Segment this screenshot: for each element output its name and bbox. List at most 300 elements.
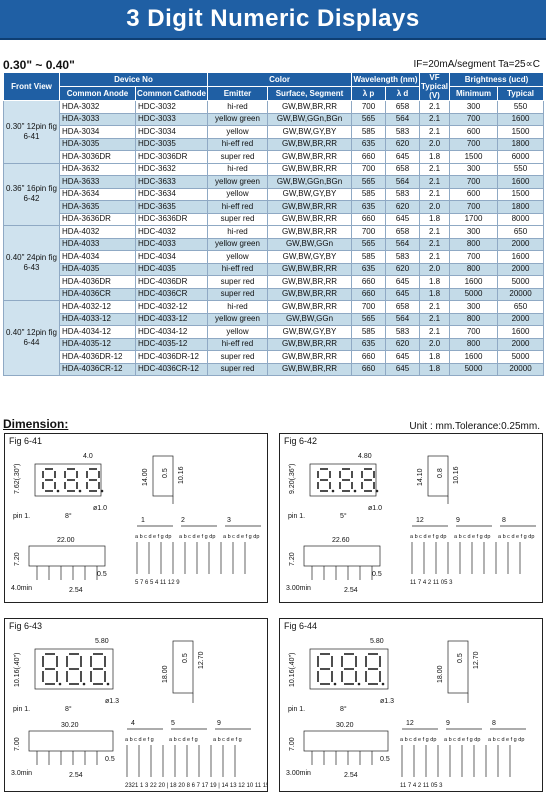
spec-table-body bbox=[4, 101, 544, 376]
table-cell: 2.0 bbox=[420, 201, 450, 214]
table-cell: 2.1 bbox=[420, 226, 450, 239]
decimal-point bbox=[334, 683, 337, 686]
table-cell: GW,BW,BR,RR bbox=[268, 363, 352, 376]
table-cell: 5000 bbox=[498, 276, 544, 289]
table-cell: 2.1 bbox=[420, 301, 450, 314]
table-cell: 635 bbox=[352, 201, 386, 214]
table-cell: 564 bbox=[386, 176, 420, 189]
table-cell: HDA-4033-12 bbox=[60, 313, 136, 326]
table-cell: 645 bbox=[386, 351, 420, 364]
decimal-point bbox=[83, 683, 86, 686]
table-cell: 658 bbox=[386, 226, 420, 239]
dimension-label: 1 bbox=[141, 517, 145, 524]
table-cell: 300 bbox=[450, 301, 498, 314]
dimension-label: 30.20 bbox=[336, 722, 354, 729]
segment-labels: a b c d e f g dp bbox=[410, 534, 447, 540]
page-title: 3 Digit Numeric Displays bbox=[126, 5, 420, 32]
figure-panel-0 bbox=[4, 433, 268, 603]
table-cell: hi-eff red bbox=[208, 338, 268, 351]
table-cell: yellow green bbox=[208, 113, 268, 126]
figure-label: Fig 6-44 bbox=[284, 621, 318, 631]
table-cell: 700 bbox=[450, 138, 498, 151]
table-cell: HDC-4036DR bbox=[136, 276, 208, 289]
table-cell: 1600 bbox=[498, 251, 544, 264]
table-cell: 1800 bbox=[498, 201, 544, 214]
table-row bbox=[4, 163, 544, 176]
dimension-label: 7.00 bbox=[289, 737, 296, 751]
header-color: Color bbox=[208, 73, 352, 87]
front-view-cell: 0.36" 16pin fig 6-42 bbox=[4, 163, 60, 226]
table-cell: 800 bbox=[450, 263, 498, 276]
dimension-label: 8° bbox=[65, 706, 72, 713]
table-cell: 20000 bbox=[498, 288, 544, 301]
table-cell: HDA-3033 bbox=[60, 113, 136, 126]
front-view-cell: 0.30" 12pin fig 6-41 bbox=[4, 101, 60, 164]
header-common-cathode: Common Cathode bbox=[136, 87, 208, 101]
table-cell: 564 bbox=[386, 238, 420, 251]
segment-labels: a b c d e f g dp bbox=[488, 737, 525, 743]
table-cell: 1.8 bbox=[420, 363, 450, 376]
table-cell: 1.8 bbox=[420, 151, 450, 164]
table-cell: HDC-3032 bbox=[136, 101, 208, 114]
dimension-label: 12.70 bbox=[198, 651, 205, 669]
table-cell: super red bbox=[208, 213, 268, 226]
segment-labels: a b c d e f g dp bbox=[444, 737, 481, 743]
dimension-label: 0.8 bbox=[437, 468, 444, 478]
side-view-body bbox=[173, 641, 193, 693]
dimension-label: 7.00 bbox=[14, 737, 21, 751]
table-cell: 620 bbox=[386, 338, 420, 351]
table-cell: hi-red bbox=[208, 301, 268, 314]
table-cell: 660 bbox=[352, 213, 386, 226]
table-cell: 565 bbox=[352, 238, 386, 251]
table-cell: hi-eff red bbox=[208, 263, 268, 276]
table-cell: 1.8 bbox=[420, 213, 450, 226]
table-cell: 1500 bbox=[498, 126, 544, 139]
table-cell: HDC-3033 bbox=[136, 113, 208, 126]
table-row bbox=[4, 126, 544, 139]
table-cell: 2000 bbox=[498, 238, 544, 251]
table-cell: HDC-4036DR-12 bbox=[136, 351, 208, 364]
table-cell: 300 bbox=[450, 101, 498, 114]
dimension-label: 2 bbox=[181, 517, 185, 524]
segment-labels: a b c d e f g dp bbox=[400, 737, 437, 743]
table-cell: 583 bbox=[386, 126, 420, 139]
dimension-label: 7.20 bbox=[289, 552, 296, 566]
pin-numbers: 11 7 4 2 11 05 3 bbox=[410, 580, 453, 586]
spec-table bbox=[3, 72, 544, 376]
table-cell: 5000 bbox=[498, 351, 544, 364]
table-cell: 2.1 bbox=[420, 251, 450, 264]
table-cell: yellow bbox=[208, 326, 268, 339]
pin-numbers: 2321 1 3 22 20 | 18 20 8 6 7 17 19 | 14 13 12 10 11 15 16 bbox=[125, 783, 267, 789]
table-cell: HDC-4036CR bbox=[136, 288, 208, 301]
table-cell: 700 bbox=[450, 326, 498, 339]
table-cell: 565 bbox=[352, 113, 386, 126]
table-cell: HDA-3632 bbox=[60, 163, 136, 176]
table-cell: 2.1 bbox=[420, 326, 450, 339]
segment-labels: a b c d e f g bbox=[125, 737, 154, 743]
dimension-label: 2.54 bbox=[344, 772, 358, 779]
dimension-drawing bbox=[280, 619, 542, 791]
dimension-label: 0.5 bbox=[457, 653, 464, 663]
table-cell: 564 bbox=[386, 313, 420, 326]
table-cell: HDA-4034-12 bbox=[60, 326, 136, 339]
dimension-title: Dimension: bbox=[3, 417, 69, 431]
figure-label: Fig 6-42 bbox=[284, 436, 318, 446]
dimension-label: 22.00 bbox=[57, 537, 75, 544]
table-cell: 700 bbox=[352, 101, 386, 114]
decimal-point bbox=[107, 683, 110, 686]
table-cell: 583 bbox=[386, 188, 420, 201]
dimension-label: 4.80 bbox=[358, 453, 372, 460]
table-cell: GW,BW,BR,RR bbox=[268, 138, 352, 151]
table-cell: 5000 bbox=[450, 288, 498, 301]
table-cell: 2.1 bbox=[420, 313, 450, 326]
dimension-label: 3 bbox=[227, 517, 231, 524]
table-cell: 2.0 bbox=[420, 338, 450, 351]
dimension-label: 9.20(.36") bbox=[289, 463, 296, 494]
dimension-label: ø1.0 bbox=[368, 505, 383, 512]
dimension-label: 9 bbox=[446, 720, 450, 727]
table-cell: 585 bbox=[352, 188, 386, 201]
decimal-point bbox=[358, 683, 361, 686]
table-row bbox=[4, 176, 544, 189]
table-cell: 1600 bbox=[498, 176, 544, 189]
segment-labels: a b c d e f g dp bbox=[179, 534, 216, 540]
table-cell: 645 bbox=[386, 363, 420, 376]
dimension-label: 2.54 bbox=[69, 587, 83, 594]
dimension-label: 3.00min bbox=[286, 585, 311, 592]
table-cell: 5000 bbox=[450, 363, 498, 376]
decimal-point bbox=[101, 490, 104, 493]
table-cell: HDC-4034-12 bbox=[136, 326, 208, 339]
table-cell: HDA-4034 bbox=[60, 251, 136, 264]
table-cell: 660 bbox=[352, 351, 386, 364]
table-cell: 650 bbox=[498, 226, 544, 239]
side-view-body bbox=[448, 641, 468, 693]
header-lambda-d: λ d bbox=[386, 87, 420, 101]
table-row bbox=[4, 188, 544, 201]
figure-label: Fig 6-41 bbox=[9, 436, 43, 446]
table-cell: GW,BW,BR,RR bbox=[268, 226, 352, 239]
dimension-label: 0.5 bbox=[182, 653, 189, 663]
decimal-point bbox=[354, 490, 357, 493]
table-cell: HDA-4036CR bbox=[60, 288, 136, 301]
header-surface: Surface, Segment bbox=[268, 87, 352, 101]
table-cell: HDA-4036CR-12 bbox=[60, 363, 136, 376]
table-cell: 2.1 bbox=[420, 176, 450, 189]
table-cell: 620 bbox=[386, 138, 420, 151]
table-cell: 2.1 bbox=[420, 163, 450, 176]
table-cell: HDA-3636DR bbox=[60, 213, 136, 226]
table-cell: 1700 bbox=[450, 213, 498, 226]
table-cell: hi-eff red bbox=[208, 138, 268, 151]
table-cell: 700 bbox=[352, 226, 386, 239]
table-cell: GW,BW,BR,RR bbox=[268, 338, 352, 351]
dimension-label: ø1.3 bbox=[380, 698, 395, 705]
table-row bbox=[4, 151, 544, 164]
table-cell: yellow bbox=[208, 188, 268, 201]
bottom-view-body bbox=[29, 731, 113, 751]
table-cell: 583 bbox=[386, 251, 420, 264]
table-cell: GW,BW,BR,RR bbox=[268, 276, 352, 289]
dimension-drawing bbox=[5, 619, 267, 791]
table-cell: 635 bbox=[352, 338, 386, 351]
segment-labels: a b c d e f g bbox=[213, 737, 242, 743]
table-cell: GW,BW,BR,RR bbox=[268, 263, 352, 276]
table-cell: 658 bbox=[386, 301, 420, 314]
dimension-label: 30.20 bbox=[61, 722, 79, 729]
table-cell: HDA-3635 bbox=[60, 201, 136, 214]
table-cell: 2000 bbox=[498, 263, 544, 276]
table-row bbox=[4, 238, 544, 251]
table-cell: 565 bbox=[352, 176, 386, 189]
table-cell: 565 bbox=[352, 313, 386, 326]
table-cell: HDA-4032 bbox=[60, 226, 136, 239]
header-wavelength: Wavelength (nm) bbox=[352, 73, 420, 87]
dimension-label: pin 1. bbox=[13, 513, 31, 520]
table-cell: 1500 bbox=[450, 151, 498, 164]
table-cell: HDC-3035 bbox=[136, 138, 208, 151]
table-row bbox=[4, 326, 544, 339]
table-cell: HDA-4036DR-12 bbox=[60, 351, 136, 364]
dimension-label: ø1.3 bbox=[105, 698, 120, 705]
decimal-point bbox=[79, 490, 82, 493]
table-cell: 550 bbox=[498, 163, 544, 176]
table-cell: 700 bbox=[450, 201, 498, 214]
dimension-label: 2.54 bbox=[344, 587, 358, 594]
table-row bbox=[4, 101, 544, 114]
table-cell: GW,BW,BR,RR bbox=[268, 301, 352, 314]
bottom-view-body bbox=[304, 731, 388, 751]
dimension-label: pin 1. bbox=[13, 706, 31, 713]
dimension-label: 10.16(.40") bbox=[14, 652, 21, 687]
table-cell: GW,BW,GY,BY bbox=[268, 188, 352, 201]
dimension-label: 8° bbox=[65, 513, 72, 520]
table-cell: HDA-3036DR bbox=[60, 151, 136, 164]
table-cell: 800 bbox=[450, 238, 498, 251]
table-row bbox=[4, 201, 544, 214]
bottom-view-body bbox=[29, 546, 105, 566]
dimension-label: 18.00 bbox=[162, 665, 169, 683]
table-row bbox=[4, 276, 544, 289]
dimension-label: 5.80 bbox=[95, 638, 109, 645]
test-conditions: IF=20mA/segment Ta=25∝C bbox=[413, 59, 540, 70]
dimension-label: 8° bbox=[340, 706, 347, 713]
table-cell: HDC-3632 bbox=[136, 163, 208, 176]
table-cell: 2000 bbox=[498, 313, 544, 326]
table-cell: hi-red bbox=[208, 226, 268, 239]
table-cell: GW,BW,BR,RR bbox=[268, 213, 352, 226]
header-emitter: Emitter bbox=[208, 87, 268, 101]
table-cell: 1.8 bbox=[420, 351, 450, 364]
table-row bbox=[4, 301, 544, 314]
table-cell: GW,BW,GY,BY bbox=[268, 251, 352, 264]
table-cell: GW,BW,BR,RR bbox=[268, 163, 352, 176]
table-cell: 564 bbox=[386, 113, 420, 126]
table-cell: 1600 bbox=[450, 351, 498, 364]
table-cell: 645 bbox=[386, 213, 420, 226]
table-cell: 800 bbox=[450, 338, 498, 351]
decimal-point bbox=[59, 683, 62, 686]
table-cell: GW,BW,BR,RR bbox=[268, 201, 352, 214]
table-cell: 635 bbox=[352, 263, 386, 276]
dimension-label: pin 1. bbox=[288, 513, 306, 520]
table-cell: HDC-4032 bbox=[136, 226, 208, 239]
table-cell: 645 bbox=[386, 276, 420, 289]
table-cell: 2.0 bbox=[420, 138, 450, 151]
dimension-label: 8 bbox=[502, 517, 506, 524]
table-cell: 1.8 bbox=[420, 276, 450, 289]
table-cell: 660 bbox=[352, 151, 386, 164]
dimension-label: 0.5 bbox=[105, 756, 115, 763]
table-cell: HDA-3034 bbox=[60, 126, 136, 139]
table-cell: 600 bbox=[450, 126, 498, 139]
dimension-label: 10.16 bbox=[453, 466, 460, 484]
table-cell: 8000 bbox=[498, 213, 544, 226]
table-cell: HDC-4032-12 bbox=[136, 301, 208, 314]
header-front-view: Front View bbox=[4, 73, 60, 101]
dimension-label: 0.5 bbox=[372, 571, 382, 578]
dimension-label: 12 bbox=[416, 517, 424, 524]
decimal-point bbox=[332, 490, 335, 493]
dimension-label: 22.60 bbox=[332, 537, 350, 544]
table-cell: yellow green bbox=[208, 238, 268, 251]
segment-labels: a b c d e f g bbox=[169, 737, 198, 743]
dimension-label: 3.00min bbox=[286, 770, 311, 777]
table-cell: 20000 bbox=[498, 363, 544, 376]
table-cell: GW,BW,BR,RR bbox=[268, 351, 352, 364]
table-cell: HDA-4036DR bbox=[60, 276, 136, 289]
segment-labels: a b c d e f g dp bbox=[135, 534, 172, 540]
table-cell: HDC-4035-12 bbox=[136, 338, 208, 351]
table-cell: 1500 bbox=[498, 188, 544, 201]
table-row bbox=[4, 213, 544, 226]
table-cell: 2.1 bbox=[420, 238, 450, 251]
table-cell: HDA-3035 bbox=[60, 138, 136, 151]
table-row bbox=[4, 226, 544, 239]
figure-panel-2 bbox=[4, 618, 268, 792]
table-cell: super red bbox=[208, 363, 268, 376]
dimension-label: 18.00 bbox=[437, 665, 444, 683]
table-cell: HDA-3634 bbox=[60, 188, 136, 201]
dimension-drawing bbox=[5, 434, 267, 602]
table-cell: 620 bbox=[386, 201, 420, 214]
dimension-label: 4.0min bbox=[11, 585, 33, 592]
front-view-cell: 0.40" 12pin fig 6-44 bbox=[4, 301, 60, 376]
table-cell: 583 bbox=[386, 326, 420, 339]
table-cell: yellow bbox=[208, 126, 268, 139]
table-cell: GW,BW,BR,RR bbox=[268, 151, 352, 164]
dimension-label: 7.62(.30") bbox=[14, 463, 21, 494]
table-cell: 658 bbox=[386, 163, 420, 176]
header-device-no: Device No bbox=[60, 73, 208, 87]
table-cell: 6000 bbox=[498, 151, 544, 164]
table-cell: GW,BW,BR,RR bbox=[268, 288, 352, 301]
table-cell: 585 bbox=[352, 251, 386, 264]
header-lambda-p: λ p bbox=[352, 87, 386, 101]
table-cell: 2000 bbox=[498, 338, 544, 351]
table-cell: 620 bbox=[386, 263, 420, 276]
table-cell: 1600 bbox=[498, 326, 544, 339]
table-row bbox=[4, 263, 544, 276]
segment-labels: a b c d e f g dp bbox=[223, 534, 260, 540]
table-cell: HDC-4033-12 bbox=[136, 313, 208, 326]
table-cell: super red bbox=[208, 351, 268, 364]
table-cell: 645 bbox=[386, 151, 420, 164]
dimension-label: 10.16 bbox=[178, 466, 185, 484]
pin-numbers: 5 7 6 5 4 11 12 9 bbox=[135, 580, 180, 586]
table-cell: 660 bbox=[352, 363, 386, 376]
table-cell: GW,BW,GGn bbox=[268, 238, 352, 251]
dimension-label: 9 bbox=[456, 517, 460, 524]
table-row bbox=[4, 113, 544, 126]
table-cell: 585 bbox=[352, 326, 386, 339]
dimension-label: 14.10 bbox=[417, 468, 424, 486]
table-cell: hi-red bbox=[208, 163, 268, 176]
table-cell: 800 bbox=[450, 313, 498, 326]
table-cell: 700 bbox=[352, 301, 386, 314]
segment-labels: a b c d e f g dp bbox=[454, 534, 491, 540]
header-brightness: Brightness (ucd) bbox=[450, 73, 544, 87]
figure-label: Fig 6-43 bbox=[9, 621, 43, 631]
dimension-label: 5° bbox=[340, 513, 347, 520]
table-cell: GW,BW,GY,BY bbox=[268, 126, 352, 139]
decimal-point bbox=[382, 683, 385, 686]
table-cell: 2.1 bbox=[420, 113, 450, 126]
table-cell: yellow bbox=[208, 251, 268, 264]
table-cell: 1800 bbox=[498, 138, 544, 151]
table-cell: HDA-4035 bbox=[60, 263, 136, 276]
table-cell: hi-eff red bbox=[208, 201, 268, 214]
table-cell: HDC-4034 bbox=[136, 251, 208, 264]
table-cell: 700 bbox=[450, 251, 498, 264]
table-row bbox=[4, 138, 544, 151]
table-cell: yellow green bbox=[208, 313, 268, 326]
header-minimum: Minimum bbox=[450, 87, 498, 101]
table-cell: HDC-3034 bbox=[136, 126, 208, 139]
table-cell: 2.1 bbox=[420, 101, 450, 114]
unit-note: Unit : mm.Tolerance:0.25mm. bbox=[409, 421, 540, 432]
table-cell: HDA-3633 bbox=[60, 176, 136, 189]
bottom-view-body bbox=[304, 546, 380, 566]
segment-labels: a b c d e f g dp bbox=[498, 534, 535, 540]
dimension-label: ø1.0 bbox=[93, 505, 108, 512]
table-cell: GW,BW,BR,RR bbox=[268, 101, 352, 114]
table-cell: HDA-3032 bbox=[60, 101, 136, 114]
table-cell: 600 bbox=[450, 188, 498, 201]
header-common-anode: Common Anode bbox=[60, 87, 136, 101]
table-cell: HDC-3634 bbox=[136, 188, 208, 201]
front-view-cell: 0.40" 24pin fig 6-43 bbox=[4, 226, 60, 301]
table-cell: HDC-3636DR bbox=[136, 213, 208, 226]
table-cell: HDA-4035-12 bbox=[60, 338, 136, 351]
table-cell: super red bbox=[208, 288, 268, 301]
dimension-label: pin 1. bbox=[288, 706, 306, 713]
dimension-label: 4.0 bbox=[83, 453, 93, 460]
table-cell: GW,BW,GGn,BGn bbox=[268, 176, 352, 189]
table-cell: GW,BW,GGn bbox=[268, 313, 352, 326]
dimension-label: 5 bbox=[171, 720, 175, 727]
table-cell: 1.8 bbox=[420, 288, 450, 301]
table-cell: 700 bbox=[352, 163, 386, 176]
dimension-label: 5.80 bbox=[370, 638, 384, 645]
table-cell: HDC-3633 bbox=[136, 176, 208, 189]
table-cell: 2.1 bbox=[420, 126, 450, 139]
table-row bbox=[4, 363, 544, 376]
table-cell: super red bbox=[208, 276, 268, 289]
